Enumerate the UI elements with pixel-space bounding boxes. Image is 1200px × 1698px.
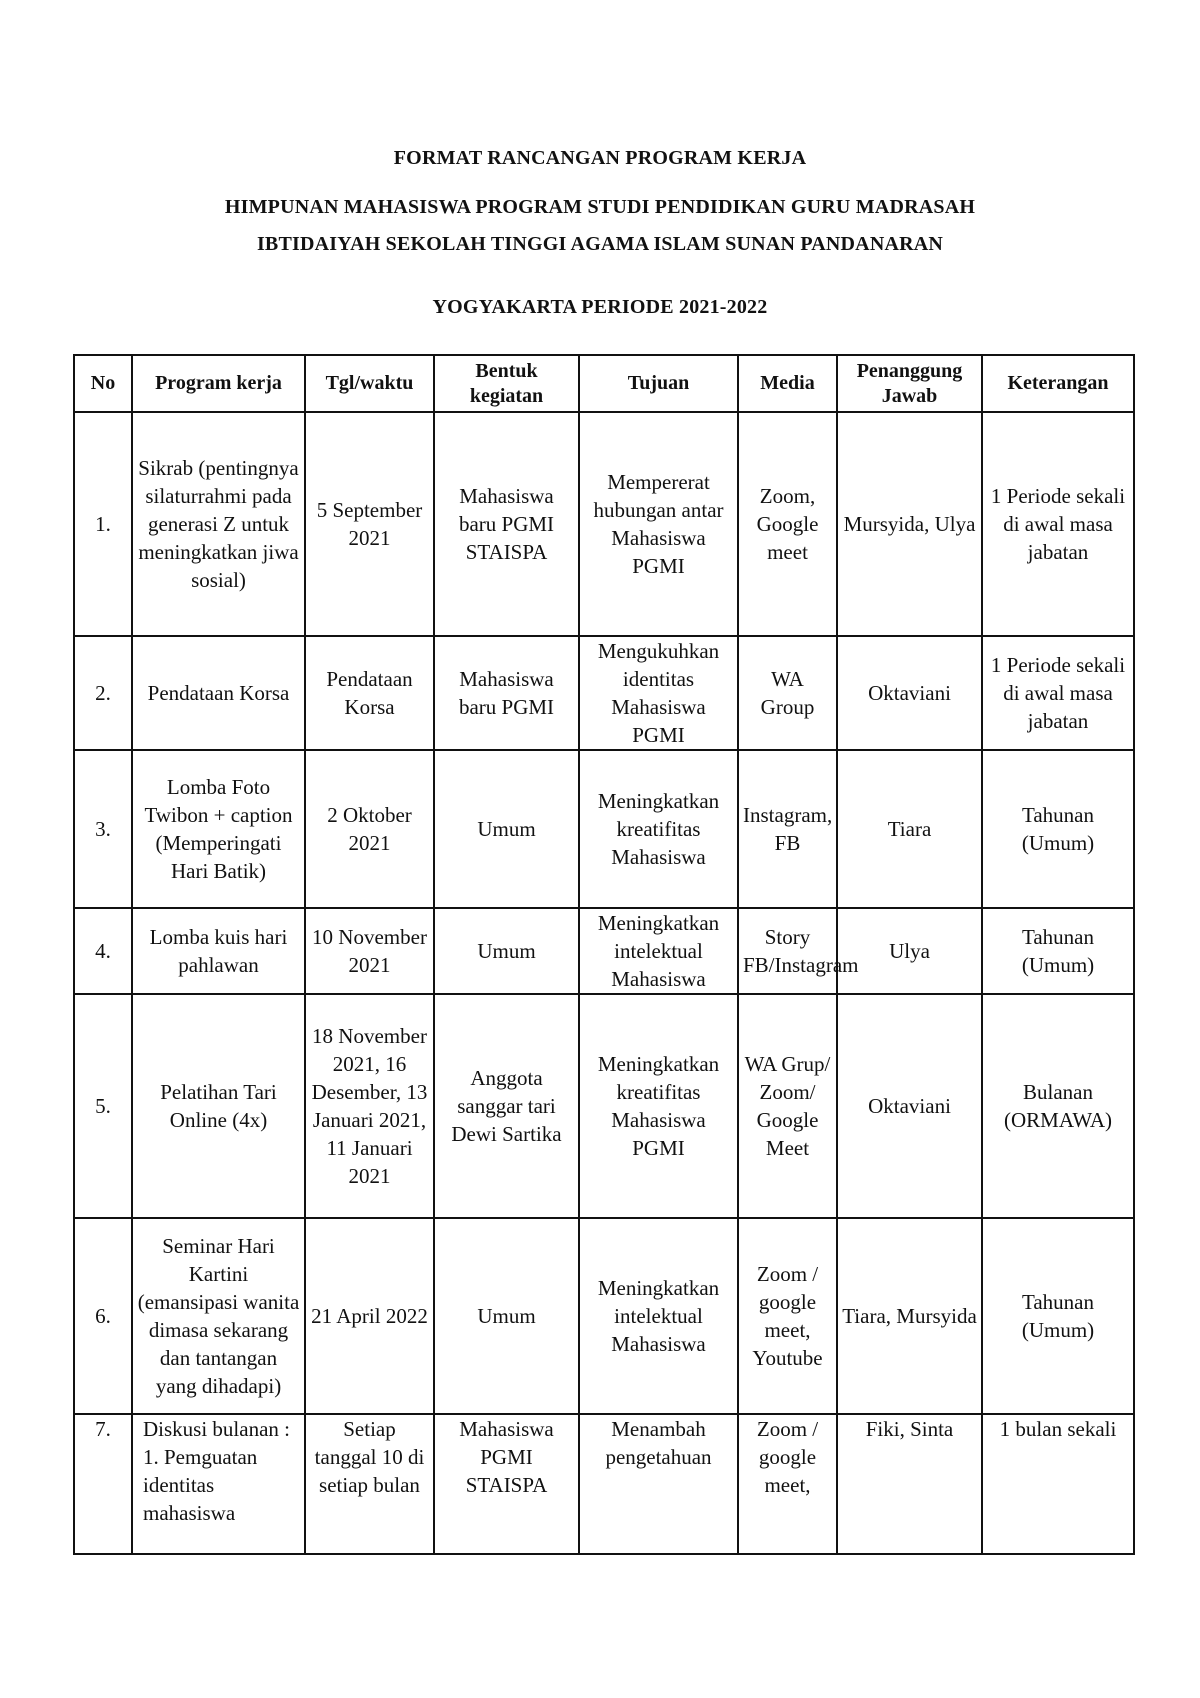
row-media: Zoom / google meet, bbox=[738, 1414, 837, 1554]
org-title-line-3: YOGYAKARTA PERIODE 2021-2022 bbox=[432, 296, 768, 318]
row-no: 5. bbox=[74, 994, 132, 1218]
row-bentuk: Anggota sanggar tari Dewi Sartika bbox=[434, 994, 579, 1218]
col-header-bentuk: Bentuk kegiatan bbox=[434, 355, 579, 412]
row-pj: Oktaviani bbox=[837, 636, 982, 750]
row-keterangan: Bulanan (ORMAWA) bbox=[982, 994, 1134, 1218]
row-media: WA Group bbox=[738, 636, 837, 750]
row-tgl: Setiap tanggal 10 di setiap bulan bbox=[305, 1414, 434, 1554]
row-tujuan: Meningkatkan kreatifitas Mahasiswa bbox=[579, 750, 738, 908]
row-tgl: Pendataan Korsa bbox=[305, 636, 434, 750]
table-row bbox=[74, 908, 1134, 994]
row-tujuan: Mengukuhkan identitas Mahasiswa PGMI bbox=[579, 636, 738, 750]
row-program: Pendataan Korsa bbox=[132, 636, 305, 750]
row-bentuk: Mahasiswa PGMI STAISPA bbox=[434, 1414, 579, 1554]
row-bentuk: Umum bbox=[434, 1218, 579, 1414]
row-no: 3. bbox=[74, 750, 132, 908]
table-row bbox=[74, 412, 1134, 636]
table-row bbox=[74, 994, 1134, 1218]
row-keterangan: 1 bulan sekali bbox=[982, 1414, 1134, 1554]
row-tujuan: Meningkatkan intelektual Mahasiswa bbox=[579, 908, 738, 994]
table-row bbox=[74, 1218, 1134, 1414]
row-pj: Fiki, Sinta bbox=[837, 1414, 982, 1554]
row-tujuan: Meningkatkan kreatifitas Mahasiswa PGMI bbox=[579, 994, 738, 1218]
row-tgl: 21 April 2022 bbox=[305, 1218, 434, 1414]
col-header-program: Program kerja bbox=[132, 355, 305, 412]
row-tujuan: Menambah pengetahuan bbox=[579, 1414, 738, 1554]
col-header-media: Media bbox=[738, 355, 837, 412]
col-header-keterangan: Keterangan bbox=[982, 355, 1134, 412]
row-tujuan: Mempererat hubungan antar Mahasiswa PGMI bbox=[579, 412, 738, 636]
row-program-item: 1. Pemguatan identitas mahasiswa bbox=[143, 1445, 258, 1525]
row-pj: Oktaviani bbox=[837, 994, 982, 1218]
table-header-row bbox=[74, 355, 1134, 412]
row-program: Lomba Foto Twibon + caption (Memperingati Hari Batik) bbox=[132, 750, 305, 908]
col-header-tgl: Tgl/waktu bbox=[305, 355, 434, 412]
doc-title: FORMAT RANCANGAN PROGRAM KERJA bbox=[393, 147, 807, 169]
row-media: Story FB/Instagram bbox=[738, 908, 837, 994]
row-program: Sikrab (pentingnya silaturrahmi pada generasi Z untuk meningkatkan jiwa sosial) bbox=[132, 412, 305, 636]
table-row bbox=[74, 1414, 1134, 1554]
col-header-pj: Penanggung Jawab bbox=[837, 355, 982, 412]
row-media: Instagram, FB bbox=[738, 750, 837, 908]
col-header-no: No bbox=[74, 355, 132, 412]
table-row bbox=[74, 750, 1134, 908]
row-tgl: 5 September 2021 bbox=[305, 412, 434, 636]
row-media: Zoom / google meet, Youtube bbox=[738, 1218, 837, 1414]
row-bentuk: Umum bbox=[434, 750, 579, 908]
row-keterangan: 1 Periode sekali di awal masa jabatan bbox=[982, 412, 1134, 636]
row-pj: Ulya bbox=[837, 908, 982, 994]
row-program: Seminar Hari Kartini (emansipasi wanita dimasa sekarang dan tantangan yang dihadapi) bbox=[132, 1218, 305, 1414]
col-header-tujuan: Tujuan bbox=[579, 355, 738, 412]
row-keterangan: 1 Periode sekali di awal masa jabatan bbox=[982, 636, 1134, 750]
row-keterangan: Tahunan (Umum) bbox=[982, 1218, 1134, 1414]
row-media: WA Grup/ Zoom/ Google Meet bbox=[738, 994, 837, 1218]
row-tgl: 18 November 2021, 16 Desember, 13 Januari 2021, 11 Januari 2021 bbox=[305, 994, 434, 1218]
row-no: 2. bbox=[74, 636, 132, 750]
row-tgl: 10 November 2021 bbox=[305, 908, 434, 994]
row-bentuk: Mahasiswa baru PGMI bbox=[434, 636, 579, 750]
row-program: Pelatihan Tari Online (4x) bbox=[132, 994, 305, 1218]
row-media: Zoom, Google meet bbox=[738, 412, 837, 636]
table-row bbox=[74, 636, 1134, 750]
org-title-line-1: HIMPUNAN MAHASISWA PROGRAM STUDI PENDIDIKAN GURU MADRASAH bbox=[224, 196, 976, 218]
row-program: Lomba kuis hari pahlawan bbox=[132, 908, 305, 994]
row-bentuk: Mahasiswa baru PGMI STAISPA bbox=[434, 412, 579, 636]
row-bentuk: Umum bbox=[434, 908, 579, 994]
row-program-intro: Diskusi bulanan : bbox=[143, 1417, 290, 1441]
row-tgl: 2 Oktober 2021 bbox=[305, 750, 434, 908]
row-pj: Tiara bbox=[837, 750, 982, 908]
row-program bbox=[132, 1414, 305, 1554]
row-no: 4. bbox=[74, 908, 132, 994]
row-keterangan: Tahunan (Umum) bbox=[982, 908, 1134, 994]
row-keterangan: Tahunan (Umum) bbox=[982, 750, 1134, 908]
program-table bbox=[73, 354, 1135, 1555]
row-pj: Tiara, Mursyida bbox=[837, 1218, 982, 1414]
org-title-line-2: IBTIDAIYAH SEKOLAH TINGGI AGAMA ISLAM SUNAN PANDANARAN bbox=[256, 233, 944, 255]
row-no: 7. bbox=[74, 1414, 132, 1554]
row-tujuan: Meningkatkan intelektual Mahasiswa bbox=[579, 1218, 738, 1414]
row-no: 1. bbox=[74, 412, 132, 636]
row-pj: Mursyida, Ulya bbox=[837, 412, 982, 636]
row-no: 6. bbox=[74, 1218, 132, 1414]
